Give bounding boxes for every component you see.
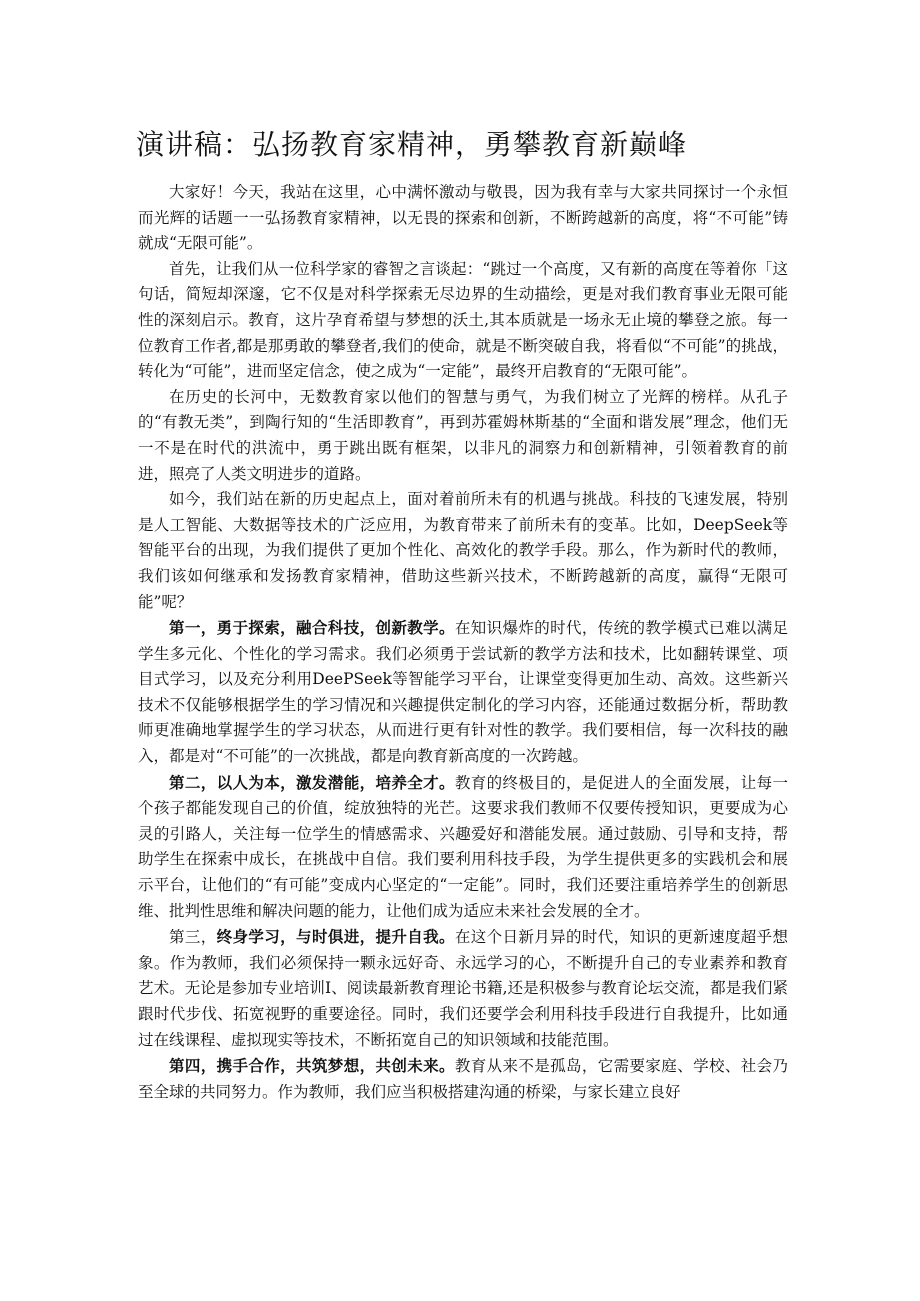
paragraph-text: 在历史的长河中，无数教育家以他们的智慧与勇气，为我们树立了光辉的榜样。从孔子的“有教无类”，到陶行知的“生活即教育”，再到苏霍姆林斯基的“全面和谐发展”理念，他们无一不是在时代的洪流中，勇于跳出既有框架，以非凡的洞察力和创新精神，引领着教育的前进，照亮了人类文明进步的道路。 — [138, 387, 788, 483]
paragraph-lead: 第一，勇于探索，融合科技，创新教学。 — [169, 618, 455, 638]
paragraph-greeting — [138, 180, 788, 257]
document-body — [138, 180, 788, 1105]
paragraph-text: 在这个日新月异的时代，知识的更新速度超乎想象。作为教师，我们必须保持一颗永远好奇、永远学习的心，不断提升自己的专业素养和教育艺术。无论是参加专业培训I、阅读最新教育理论书籍,还是积极参与教育论坛交流，都是我们紧跟时代步伐、拓宽视野的重要途径。同时，我们还要学会利用科技手段进行自我提升，比如通过在线课程、虚拟现实等技术，不断拓宽自己的知识领域和技能范围。 — [138, 928, 788, 1049]
paragraph-text: 在知识爆炸的时代，传统的教学模式已难以满足学生多元化、个性化的学习需求。我们必须勇于尝试新的教学方法和技术，比如翻转课堂、项目式学习，以及充分利用DeePSeek等智能学习平台，让课堂变得更加生动、高效。这些新兴技术不仅能够根据学生的学习情况和兴趣提供定制化的学习内容，还能通过数据分析，帮助教师更准确地掌握学生的学习状态，从而进行更有针对性的教学。我们要相信，每一次科技的融入，都是对“不可能”的一次挑战，都是向教育新高度的一次跨越。 — [138, 619, 788, 766]
paragraph-scientist-quote — [138, 257, 788, 385]
paragraph-point-three — [138, 924, 788, 1053]
paragraph-text: 教育从来不是孤岛，它需要家庭、学校、社会乃至全球的共同努力。作为教师，我们应当积极搭建沟通的桥梁，与家长建立良好 — [138, 1057, 788, 1101]
paragraph-point-four — [138, 1053, 788, 1105]
paragraph-new-era — [138, 487, 788, 615]
paragraph-prefix: 第三， — [169, 928, 217, 947]
paragraph-text: 如今，我们站在新的历史起点上，面对着前所未有的机遇与挑战。科技的飞速发展，特别是人工智能、大数据等技术的广泛应用，为教育带来了前所未有的变革。比如，DeepSeek等智能平台的出现，为我们提供了更加个性化、高效化的教学手段。那么，作为新时代的教师，我们该如何继承和发扬教育家精神，借助这些新兴技术，不断跨越新的高度，赢得“无限可能”呢？ — [138, 490, 788, 611]
paragraph-lead: 第四，携手合作，共筑梦想，共创未来。 — [169, 1056, 455, 1076]
paragraph-history — [138, 385, 788, 487]
paragraph-text: 教育的终极目的，是促进人的全面发展，让每一个孩子都能发现自己的价值，绽放独特的光芒。这要求我们教师不仅要传授知识，更要成为心灵的引路人，关注每一位学生的情感需求、兴趣爱好和潜能发展。通过鼓励、引导和支持，帮助学生在探索中成长，在挑战中自信。我们要利用科技手段，为学生提供更多的实践机会和展示平台，让他们的“有可能”变成内心坚定的“一定能”。同时，我们还要注重培养学生的创新思维、批判性思维和解决问题的能力，让他们成为适应未来社会发展的全才。 — [138, 773, 788, 920]
paragraph-point-one — [138, 615, 788, 770]
paragraph-lead: 终身学习，与时俱进，提升自我。 — [216, 927, 455, 947]
paragraph-text: 大家好！今天，我站在这里，心中满怀激动与敬畏，因为我有幸与大家共同探讨一个永恒而光辉的话题一一弘扬教育家精神，以无畏的探索和创新，不断跨越新的高度，将“不可能”铸就成“无限可能”。 — [138, 183, 788, 253]
paragraph-point-two — [138, 770, 788, 925]
paragraph-lead: 第二，以人为本，激发潜能，培养全才。 — [169, 772, 455, 792]
page-title: 演讲稿：弘扬教育家精神，勇攀教育新巅峰 — [136, 128, 688, 161]
paragraph-text: 首先，让我们从一位科学家的睿智之言谈起：“跳过一个高度，又有新的高度在等着你「这句话，简短却深邃，它不仅是对科学探索无尽边界的生动描绘，更是对我们教育事业无限可能性的深刻启示。教育，这片孕育希望与梦想的沃土,其本质就是一场永无止境的攀登之旅。每一位教育工作者,都是那勇敢的攀登者,我们的使命，就是不断突破自我，将看似“不可能”的挑战，转化为“可能”，进而坚定信念，使之成为“一定能”，最终开启教育的“无限可能”。 — [138, 259, 788, 381]
